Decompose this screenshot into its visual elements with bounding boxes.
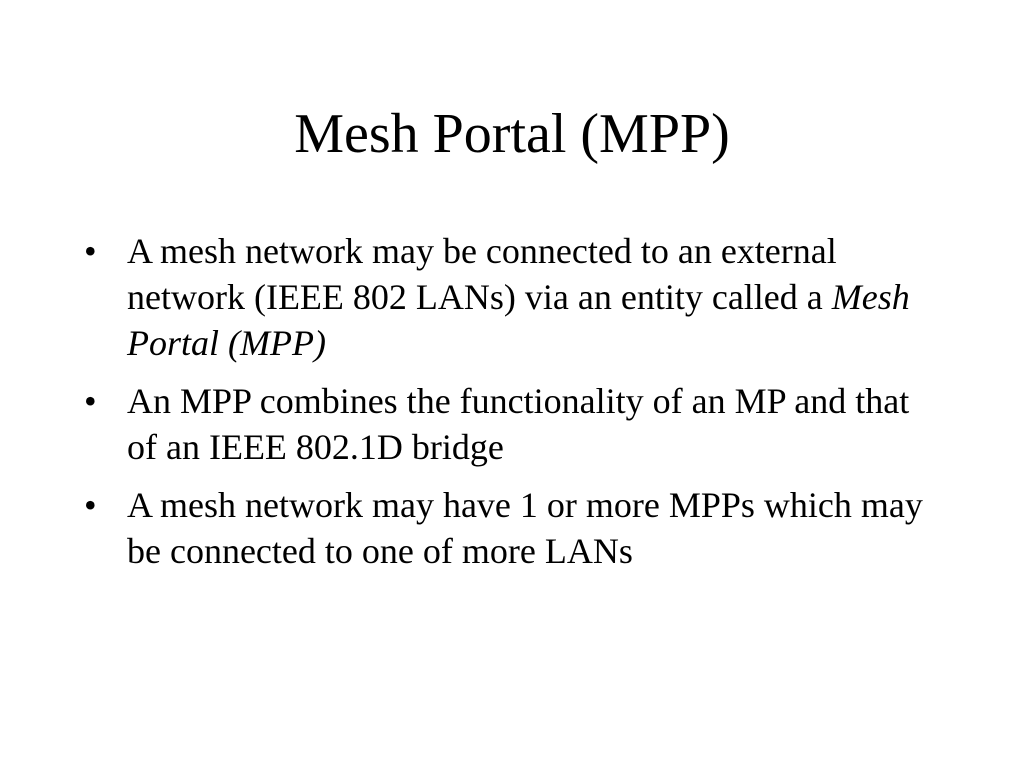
bullet-item — [84, 378, 944, 470]
bullet-icon: • — [84, 381, 97, 421]
bullet-text: A mesh network may be connected to an external network (IEEE 802 LANs) via an entity called a — [127, 231, 837, 317]
bullet-icon: • — [84, 485, 97, 525]
bullet-list — [84, 228, 944, 586]
bullet-emphasis: Mesh Portal (MPP) — [127, 277, 910, 363]
bullet-item — [84, 228, 944, 366]
bullet-icon: • — [84, 231, 97, 271]
bullet-item — [84, 482, 944, 574]
slide-title: Mesh Portal (MPP) — [294, 103, 730, 165]
bullet-text: An MPP combines the functionality of an MP and that of an IEEE 802.1D bridge — [127, 381, 910, 467]
bullet-text: A mesh network may have 1 or more MPPs which may be connected to one of more LANs — [127, 485, 923, 571]
